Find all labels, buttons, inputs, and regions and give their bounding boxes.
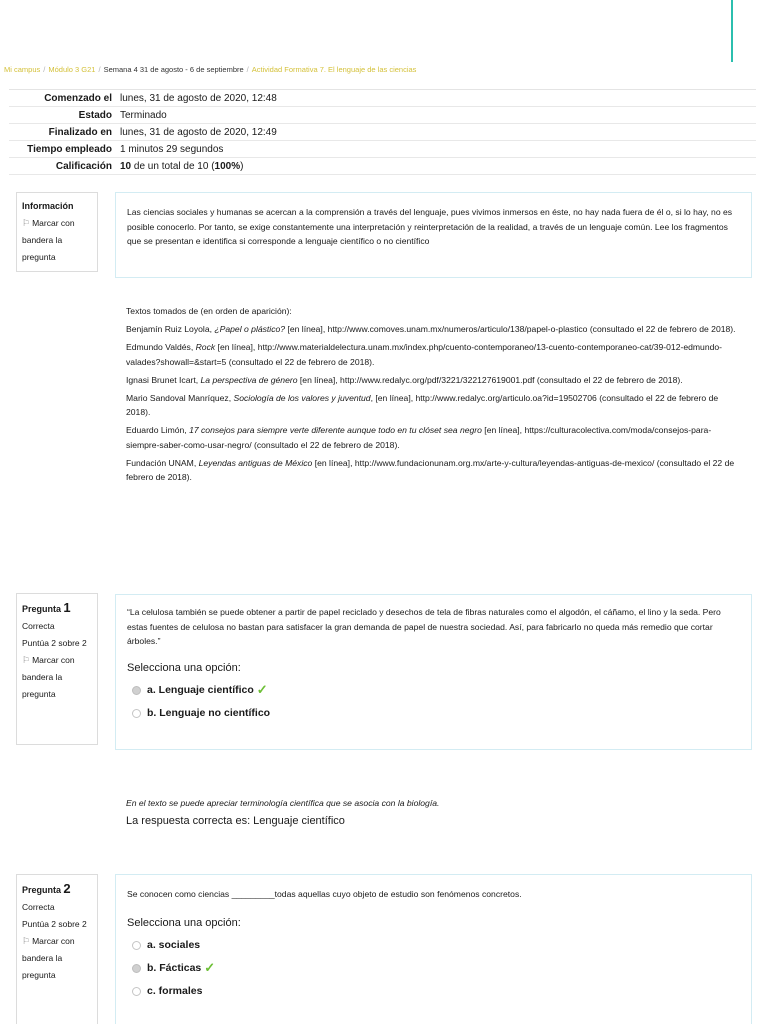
summary-key: Finalizado en [48,126,112,138]
grade-end: ) [240,160,244,172]
info-block-content [115,192,752,278]
answer-option-label: c. formales [147,985,203,998]
grade-score: 10 [120,160,132,172]
source-author: Eduardo Limón, [126,425,190,435]
summary-value: lunes, 31 de agosto de 2020, 12:48 [120,92,277,104]
question-2-text: Se conocen como ciencias _________todas aquellas cuyo objeto de estudio son fenómenos concretos. [127,889,522,899]
attempt-summary-table [9,89,756,175]
question-1-text: “La celulosa también se puede obtener a partir de papel reciclado y desechos de tela de fibras naturales como el algodón, el cáñamo, el lino y la seda. Pero estas fuentes de celulosa no bastan para satisfacer la gran demanda de papel de nuestra sociedad. Así, para fabricarlo no queda más remedio que cortar árboles.” [127,607,721,646]
summary-row-started [9,90,756,107]
radio-icon[interactable] [132,987,141,996]
breadcrumb-week[interactable]: Semana 4 31 de agosto - 6 de septiembre [103,65,244,74]
answer-option-label: a. sociales [147,939,201,952]
source-item [126,456,744,485]
question-2-sidebar [16,874,98,1024]
question-1-content [115,594,752,750]
summary-key: Calificación [55,160,112,172]
source-author: Fundación UNAM, [126,457,199,468]
source-ref: , [en línea], http://www.redalyc.org/articulo.oa?id=19502706 (consultado el 22 de febrero de 2018). [126,392,719,417]
question-number: 1 [63,600,71,615]
radio-icon[interactable] [132,709,141,718]
answer-option-a[interactable] [127,679,740,702]
source-author: Edmundo Valdés, [126,342,196,352]
breadcrumb-separator: / [43,65,46,74]
source-item [126,391,744,420]
sources-heading: Textos tomados de (en orden de aparición): [126,306,292,316]
grade-percent: 100% [214,160,241,172]
question-1-header [22,599,92,618]
source-title: Sociología de los valores y juventud [233,392,371,403]
source-title: Rock [195,342,216,352]
source-ref: [en línea], http://www.comoves.unam.mx/numeros/articulo/138/papel-o-plastico (consultado el 22 de febrero de 2018). [285,324,736,334]
feedback-text: En el texto se puede apreciar terminología científica que se asocia con la biología. [126,798,440,808]
answer-option-label: b. Fácticas [147,962,202,975]
question-2-header [22,880,92,899]
flag-question-link[interactable] [22,215,92,266]
info-text: Las ciencias sociales y humanas se acercan a la comprensión a través del lenguaje, pues vivimos inmersos en éste, no hay nada fuera de él o, si lo hay, no es posible conocerlo. Por tanto, se exige constantemente una interpretación y reinterpretación de la realidad, a través de un lenguaje común. Lee los fragmentos que se presentan e identifica si corresponde a lenguaje científico o no científico [127,207,733,246]
question-score: Puntúa 2 sobre 2 [22,919,87,929]
answer-option-c[interactable] [127,980,740,1003]
select-option-prompt: Selecciona una opción: [127,661,241,674]
summary-key: Tiempo empleado [27,143,112,155]
question-2-content [115,874,752,1024]
right-answer: La respuesta correcta es: Lenguaje científico [126,815,345,827]
source-author: Benjamín Ruiz Loyola, [126,324,215,334]
flag-question-link[interactable] [22,652,92,703]
summary-value: 1 minutos 29 segundos [120,143,224,155]
summary-row-grade [9,158,756,175]
source-title: 17 consejos para siempre verte diferente aunque todo en tu clóset sea negro [189,425,482,435]
question-1-feedback [126,798,744,827]
answer-option-label: b. Lenguaje no científico [147,707,271,720]
source-author: Mario Sandoval Manríquez, [126,392,234,403]
question-label: Pregunta [22,604,62,614]
question-status: Correcta [22,621,55,631]
answer-option-b[interactable] [127,702,740,725]
source-ref: [en línea], http://www.redalyc.org/pdf/3221/322127619001.pdf (consultado el 22 de febrero de 2018). [297,374,683,385]
summary-row-time [9,141,756,158]
source-item [126,322,744,337]
breadcrumb-separator: / [98,65,101,74]
breadcrumb-link-activity[interactable]: Actividad Formativa 7. El lenguaje de las ciencias [251,65,417,74]
source-ref: [en línea], http://www.materialdelectura.unam.mx/index.php/cuento-contemporaneo/13-cuento-contemporaneo-cat/39-012-edmundo-valades?showall=&start=5 (consultado el 22 de febrero de 2018). [126,342,723,367]
question-score: Puntúa 2 sobre 2 [22,638,87,648]
answer-option-a[interactable] [127,934,740,957]
question-label: Pregunta [22,885,62,895]
flag-icon: ⚐ [22,936,31,946]
grade-value [119,161,243,172]
summary-key: Comenzado el [44,92,112,104]
source-author: Ignasi Brunet Icart, [126,374,201,385]
summary-row-state [9,107,756,124]
question-1-sidebar [16,593,98,745]
source-item [126,373,744,388]
summary-value: Terminado [120,109,167,121]
source-ref: [en línea], http://www.fundacionunam.org.mx/arte-y-cultura/leyendas-antiguas-de-mexico/ (consultado el 22 de febrero de 2018). [126,457,735,482]
source-title: La perspectiva de género [200,374,298,385]
source-title: Leyendas antiguas de México [198,457,313,468]
radio-selected-icon[interactable] [132,686,141,695]
radio-icon[interactable] [132,941,141,950]
flag-label: Marcar con bandera la pregunta [22,655,75,699]
source-ref: [en línea], https://culturacolectiva.com/moda/consejos-para-siempre-saber-como-usar-negro/ (consultado el 22 de febrero de 2018). [126,425,712,450]
info-block-sidebar [16,192,98,272]
radio-selected-icon[interactable] [132,964,141,973]
top-accent-bar [731,0,733,62]
question-number: 2 [63,881,71,896]
info-title: Información [22,201,74,211]
answer-option-label: a. Lenguaje científico [147,684,254,697]
sources-section [126,304,744,488]
source-item [126,423,744,452]
grade-mid: de un total de 10 ( [131,160,215,172]
select-option-prompt: Selecciona una opción: [127,916,241,929]
answer-option-b[interactable] [127,957,740,980]
correct-check-icon: ✓ [256,682,268,698]
breadcrumb-link-campus[interactable]: Mi campus [4,65,41,74]
summary-row-finished [9,124,756,141]
question-status: Correcta [22,902,55,912]
flag-label: Marcar con bandera la pregunta [22,218,75,262]
flag-icon: ⚐ [22,655,31,665]
flag-question-link[interactable] [22,933,92,984]
breadcrumb-separator: / [246,65,249,74]
flag-label: Marcar con bandera la pregunta [22,936,75,980]
source-title: ¿Papel o plástico? [214,324,286,334]
correct-check-icon: ✓ [204,960,216,976]
breadcrumb-link-module[interactable]: Módulo 3 G21 [48,65,96,74]
breadcrumb [4,65,416,74]
summary-value: lunes, 31 de agosto de 2020, 12:49 [120,126,277,138]
summary-key: Estado [78,109,112,121]
source-item [126,340,744,369]
flag-icon: ⚐ [22,218,31,228]
